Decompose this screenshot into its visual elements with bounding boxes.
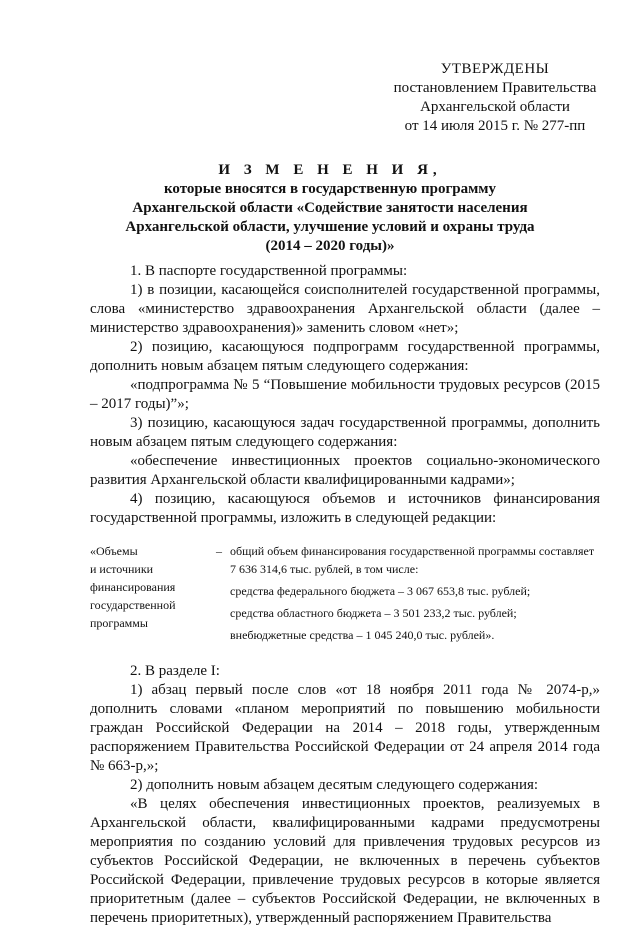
- funding-total: общий объем финансирования государственной программы составляет 7 636 314,6 тыс. рублей, в том числе:: [230, 544, 595, 576]
- approval-stamp: [370, 60, 620, 136]
- paragraph: 2. В разделе I:: [130, 663, 220, 679]
- approval-title: УТВЕРЖДЕНЫ: [440, 61, 550, 77]
- paragraph: 1) абзац первый после слов «от 18 ноября 2011 года № 2074-р,» дополнить словами «планом мероприятий по повышению мобильности граждан Российской Федерации на 2014 – 2018 годы, утвержденным распоряжением Правительства Российской Федерации от 24 апреля 2014 года № 663-р,»;: [90, 682, 600, 774]
- funding-table: [90, 542, 600, 648]
- funding-regional: средства областного бюджета – 3 501 233,2 тыс. рублей;: [230, 606, 517, 620]
- funding-extrabudget: внебюджетные средства – 1 045 240,0 тыс. рублей».: [230, 628, 495, 642]
- heading-line: которые вносятся в государственную программу: [163, 181, 497, 197]
- document-heading: [80, 161, 580, 256]
- funding-federal: средства федерального бюджета – 3 067 653,8 тыс. рублей;: [230, 584, 531, 598]
- paragraph: 4) позицию, касающуюся объемов и источников финансирования государственной программы, изложить в следующей редакции:: [90, 491, 600, 526]
- funding-label-line: «Объемы: [90, 544, 138, 558]
- funding-dash: –: [216, 544, 222, 558]
- funding-label: [90, 542, 208, 648]
- heading-line: Архангельской области, улучшение условий и охраны труда: [125, 219, 535, 235]
- paragraph: 1) в позиции, касающейся соисполнителей государственной программы, слова «министерство здравоохранения Архангельской области (далее – министерство здравоохранения)» заменить словом «нет»;: [90, 282, 600, 336]
- paragraph: 2) дополнить новым абзацем десятым следующего содержания:: [130, 777, 539, 793]
- document-title: И З М Е Н Е Н И Я,: [218, 162, 442, 178]
- paragraph: «В целях обеспечения инвестиционных проектов, реализуемых в Архангельской области, квалифицированными кадрами предусмотрены мероприятия по созданию условий для привлечения трудовых ресурсов из субъектов Российской Федерации, не включенных в перечень субъектов Российской Федерации, привлечение трудовых ресурсов в которые является приоритетным (далее – субъектов Российской Федерации, не включенных в перечень приоритетных), утвержденный распоряжением Правительства: [90, 796, 600, 926]
- paragraph: 3) позицию, касающуюся задач государственной программы, дополнить новым абзацем пятым следующего содержания:: [90, 415, 600, 450]
- heading-line: (2014 – 2020 годы)»: [265, 238, 395, 254]
- paragraph: 2) позицию, касающуюся подпрограмм государственной программы, дополнить новым абзацем пятым следующего содержания:: [90, 339, 600, 374]
- paragraph: 1. В паспорте государственной программы:: [130, 263, 408, 279]
- funding-label-line: государственной: [90, 598, 176, 612]
- approval-line: постановлением Правительства: [393, 80, 597, 96]
- funding-label-line: финансирования: [90, 580, 176, 594]
- heading-line: Архангельской области «Содействие занятости населения: [132, 200, 528, 216]
- paragraph: «обеспечение инвестиционных проектов социально-экономического развития Архангельской области квалифицированными кадрами»;: [90, 453, 600, 488]
- document-body: [90, 262, 600, 928]
- funding-label-line: и источники: [90, 562, 154, 576]
- paragraph: «подпрограмма № 5 “Повышение мобильности трудовых ресурсов (2015 – 2017 годы)”»;: [90, 377, 600, 412]
- approval-line: Архангельской области: [420, 99, 570, 115]
- approval-date: от 14 июля 2015 г. № 277-пп: [404, 118, 586, 134]
- funding-details: [230, 542, 600, 648]
- funding-label-line: программы: [90, 616, 148, 630]
